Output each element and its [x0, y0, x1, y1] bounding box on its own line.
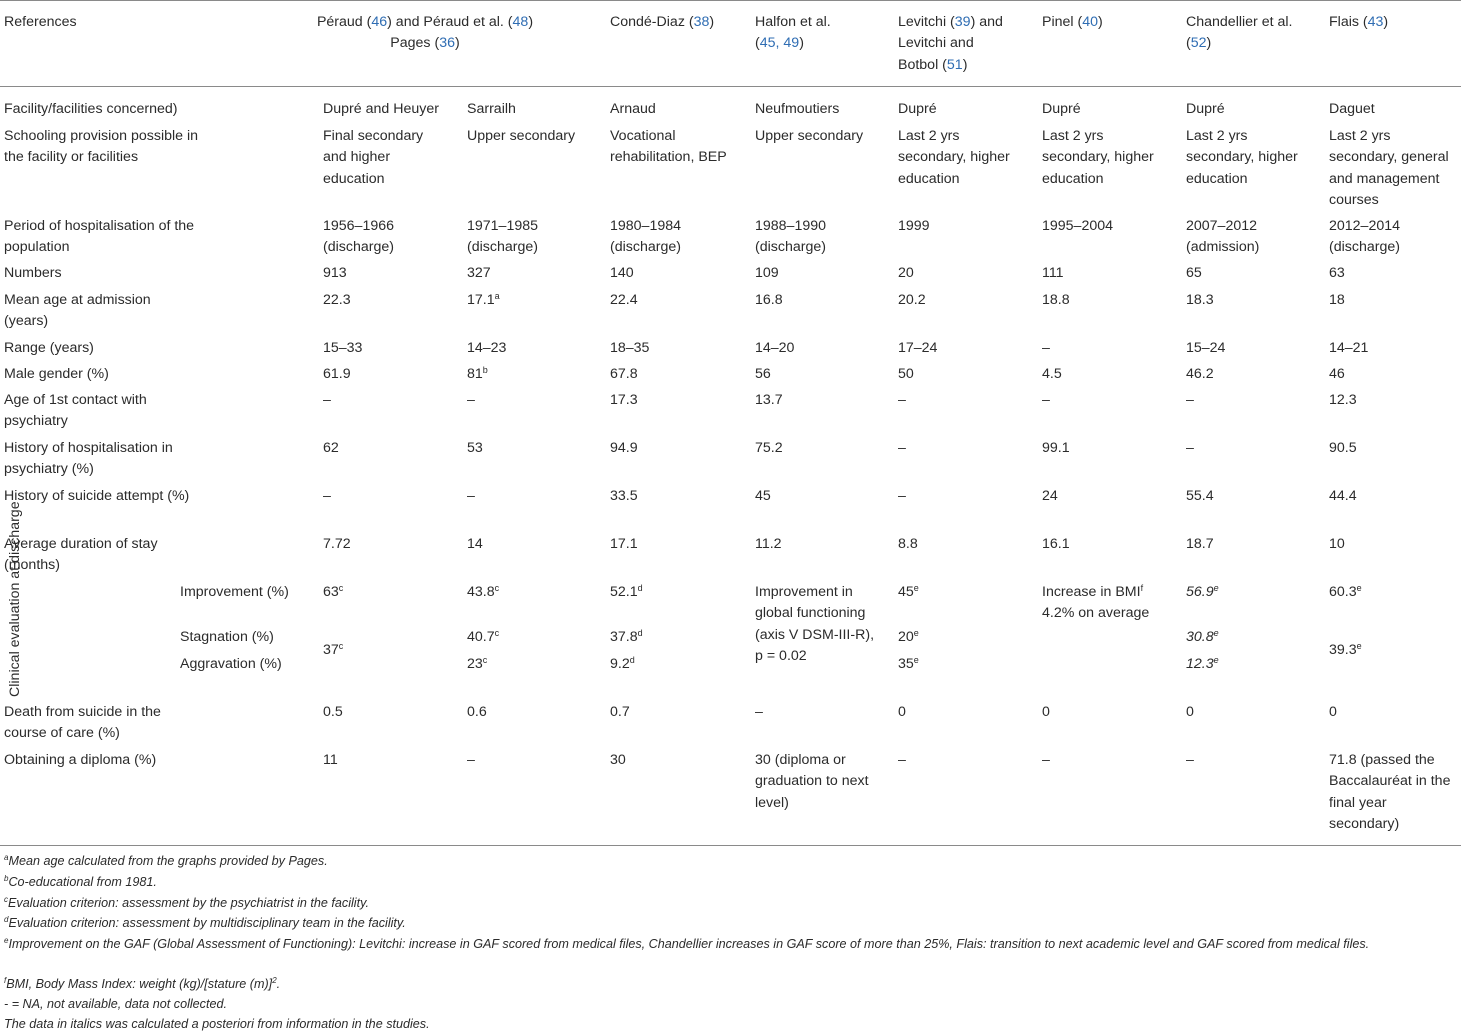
cell-hist-hosp-levitchi: –	[898, 440, 906, 456]
footnote-mark: e	[913, 583, 919, 593]
cell-hist-hosp-pinel: 99.1	[1042, 440, 1070, 456]
header-levitchi: Levitchi (39) and Levitchi and Botbol (51)	[898, 14, 1003, 73]
cell-diploma-halfon: 30 (diploma or graduation to next level)	[755, 752, 869, 811]
ref-link-40[interactable]: 40	[1082, 14, 1098, 30]
table-bottom-rule	[0, 845, 1461, 846]
cell-schooling-flais: Last 2 yrs secondary, general and management courses	[1329, 128, 1449, 208]
row-label-first-contact: Age of 1st contact with psychiatry	[4, 392, 147, 430]
cell-male-chandellier: 46.2	[1186, 366, 1214, 382]
cell-mean-age-chandellier: 18.3	[1186, 292, 1214, 308]
cell-aggravation-conde: 9.2$^d$	[610, 655, 635, 672]
cell-facility-conde: Arnaud	[610, 101, 656, 117]
cell-period-flais: 2012–2014 (discharge)	[1329, 218, 1401, 256]
ref-link-43[interactable]: 43	[1367, 14, 1384, 30]
cell-first-contact-levitchi: –	[898, 392, 906, 408]
row-label-hist-suicide: History of suicide attempt (%)	[4, 488, 190, 504]
cell-duration-flais: 10	[1329, 536, 1345, 552]
cell-duration-peraud: 7.72	[323, 536, 351, 552]
cell-male-peraud: 61.9	[323, 366, 351, 382]
cell-numbers-flais: 63	[1329, 265, 1345, 281]
footnote-mark: e	[1213, 655, 1219, 665]
cell-death-pinel: 0	[1042, 704, 1050, 720]
cell-schooling-pages: Upper secondary	[467, 128, 576, 144]
cell-numbers-conde: 140	[610, 265, 634, 281]
cell-range-pinel: –	[1042, 340, 1050, 356]
row-label-facility: Facility/facilities concerned)	[4, 101, 178, 117]
cell-schooling-peraud: Final secondary and higher education	[323, 128, 424, 187]
row-label-mean-age: Mean age at admission (years)	[4, 292, 151, 330]
cell-male-conde: 67.8	[610, 366, 638, 382]
cell-numbers-halfon: 109	[755, 265, 779, 281]
footnote-d: $^d$Evaluation criterion: assessment by multidisciplinary team in the facility.	[4, 915, 406, 930]
cell-male-halfon: 56	[755, 366, 771, 382]
row-label-period: Period of hospitalisation of the population	[4, 218, 195, 256]
cell-improvement-peraud: 63$^c$	[323, 583, 344, 600]
cell-range-pages: 14–23	[467, 340, 507, 356]
cell-first-contact-peraud: –	[323, 392, 331, 408]
ref-link-52[interactable]: 52	[1190, 35, 1207, 52]
cell-period-pages: 1971–1985 (discharge)	[467, 218, 539, 256]
cell-mean-age-levitchi: 20.2	[898, 292, 926, 308]
cell-facility-levitchi: Dupré	[898, 101, 937, 117]
header-conde-diaz: Condé-Diaz (38)	[610, 14, 715, 30]
row-label-death: Death from suicide in the course of care (%)	[4, 704, 161, 742]
cell-first-contact-halfon: 13.7	[755, 392, 783, 408]
cell-hist-suicide-pages: –	[467, 488, 475, 504]
row-label-diploma: Obtaining a diploma (%)	[4, 752, 157, 768]
footnote-mark: c	[338, 641, 344, 651]
table-top-rule	[0, 0, 1461, 1]
cell-schooling-pinel: Last 2 yrs secondary, higher education	[1042, 128, 1154, 187]
cell-hist-suicide-pinel: 24	[1042, 488, 1058, 504]
header-pinel: Pinel (40)	[1042, 14, 1103, 30]
cell-range-conde: 18–35	[610, 340, 650, 356]
footnote-e: $^e$Improvement on the GAF (Global Assessment of Functioning): Levitchi: increase in GAF scored from medical files, Chandellier increases in GAF score of more than 25%, Flais: transition to next academic level and GAF scored from medical files.	[4, 936, 1370, 951]
cell-male-flais: 46	[1329, 366, 1345, 382]
cell-improvement-halfon: Improvement in global functioning (axis V DSM-III-R), p = 0.02	[755, 584, 875, 664]
cell-hist-hosp-flais: 90.5	[1329, 440, 1357, 456]
cell-diploma-levitchi: –	[898, 752, 906, 768]
cell-duration-pinel: 16.1	[1042, 536, 1070, 552]
cell-improvement-chandellier: 56.9e	[1186, 583, 1219, 600]
cell-stagnation-levitchi: 20e	[898, 628, 919, 645]
cell-numbers-peraud: 913	[323, 265, 347, 281]
row-label-duration: Average duration of stay (months)	[4, 536, 158, 574]
footnote-na: - = NA, not available, data not collected.	[4, 997, 227, 1011]
cell-facility-halfon: Neufmoutiers	[755, 101, 840, 117]
cell-period-peraud: 1956–1966 (discharge)	[323, 218, 395, 256]
cell-period-halfon: 1988–1990 (discharge)	[755, 218, 827, 256]
cell-period-levitchi: 1999	[898, 218, 930, 234]
cell-mean-age-halfon: 16.8	[755, 292, 783, 308]
cell-hist-suicide-halfon: 45	[755, 488, 771, 504]
cell-period-pinel: 1995–2004	[1042, 218, 1114, 234]
cell-mean-age-peraud: 22.3	[323, 292, 351, 308]
cell-hist-hosp-halfon: 75.2	[755, 440, 783, 456]
cell-death-chandellier: 0	[1186, 704, 1194, 720]
cell-aggravation-chandellier: 12.3e	[1186, 655, 1219, 672]
cell-first-contact-chandellier: –	[1186, 392, 1194, 408]
footnote-mark: e	[1356, 583, 1362, 593]
footnote-mark: c	[482, 655, 488, 665]
cell-duration-chandellier: 18.7	[1186, 536, 1214, 552]
cell-duration-pages: 14	[467, 536, 483, 552]
cell-range-peraud: 15–33	[323, 340, 363, 356]
footnote-mark: e	[1356, 641, 1362, 651]
cell-diploma-chandellier: –	[1186, 752, 1194, 768]
cell-hist-hosp-chandellier: –	[1186, 440, 1194, 456]
cell-first-contact-flais: 12.3	[1329, 392, 1357, 408]
cell-mean-age-conde: 22.4	[610, 292, 638, 308]
cell-hist-suicide-chandellier: 55.4	[1186, 488, 1214, 504]
cell-range-levitchi: 17–24	[898, 340, 938, 356]
cell-mean-age-pages: 17.1$^a$	[467, 291, 500, 308]
cell-range-flais: 14–21	[1329, 340, 1369, 356]
cell-numbers-pinel: 111	[1042, 265, 1064, 281]
cell-improvement-levitchi: 45e	[898, 583, 919, 600]
ref-link-36[interactable]: 36	[439, 35, 455, 52]
cell-numbers-chandellier: 65	[1186, 265, 1202, 281]
footnote-italics: The data in italics was calculated a posteriori from information in the studies.	[4, 1017, 430, 1031]
cell-first-contact-conde: 17.3	[610, 392, 638, 408]
cell-numbers-levitchi: 20	[898, 265, 914, 281]
row-label-schooling: Schooling provision possible in the facility or facilities	[4, 128, 199, 166]
cell-male-pages: 81$^b$	[467, 365, 488, 382]
footnote-mark: d	[637, 583, 643, 593]
footnote-mark: a	[494, 291, 500, 301]
footnote-mark: d	[637, 628, 643, 638]
cell-facility-peraud: Dupré and Heuyer	[323, 101, 439, 117]
cell-schooling-levitchi: Last 2 yrs secondary, higher education	[898, 128, 1010, 187]
cell-stagnation-aggravation-peraud: 37$^c$	[323, 641, 344, 658]
cell-schooling-halfon: Upper secondary	[755, 128, 864, 144]
cell-schooling-chandellier: Last 2 yrs secondary, higher education	[1186, 128, 1298, 187]
header-chandellier: Chandellier et al. (52)	[1186, 14, 1293, 52]
footnote-mark: e	[1213, 583, 1219, 593]
cell-aggravation-levitchi: 35e	[898, 655, 919, 672]
cell-mean-age-pinel: 18.8	[1042, 292, 1070, 308]
row-label-stagnation: Stagnation (%)	[180, 629, 274, 645]
footnote-mark: c	[338, 583, 344, 593]
header-references: References	[4, 14, 77, 30]
cell-facility-chandellier: Dupré	[1186, 101, 1225, 117]
footnote-a: $^a$Mean age calculated from the graphs provided by Pages.	[4, 853, 328, 868]
cell-stagnation-chandellier: 30.8e	[1186, 628, 1219, 645]
footnote-f: $^f$BMI, Body Mass Index: weight (kg)/[stature (m)]$^2$.	[4, 976, 281, 991]
cell-stagnation-pages: 40.7$^c$	[467, 628, 500, 645]
ref-link-46[interactable]: 46	[371, 14, 388, 30]
cell-death-conde: 0.7	[610, 704, 630, 720]
row-label-numbers: Numbers	[4, 265, 62, 281]
cell-facility-flais: Daguet	[1329, 101, 1375, 117]
cell-diploma-pinel: –	[1042, 752, 1050, 768]
cell-improvement-flais: 60.3e	[1329, 583, 1362, 600]
cell-stagnation-conde: 37.8$^d$	[610, 628, 643, 645]
cell-hist-suicide-conde: 33.5	[610, 488, 638, 504]
cell-range-halfon: 14–20	[755, 340, 795, 356]
row-label-aggravation: Aggravation (%)	[180, 656, 282, 672]
footnote-mark: e	[913, 628, 919, 638]
cell-death-peraud: 0.5	[323, 704, 343, 720]
cell-diploma-pages: –	[467, 752, 475, 768]
ref-link-45-49[interactable]: 45, 49	[759, 35, 800, 52]
ref-link-39[interactable]: 39	[954, 14, 971, 30]
cell-improvement-pages: 43.8$^c$	[467, 583, 500, 600]
cell-facility-pages: Sarrailh	[467, 101, 516, 117]
cell-numbers-pages: 327	[467, 265, 491, 281]
header-rule	[0, 86, 1461, 87]
ref-link-51[interactable]: 51	[946, 56, 963, 73]
cell-period-chandellier: 2007–2012 (admission)	[1186, 218, 1260, 256]
ref-link-38[interactable]: 38	[693, 14, 710, 30]
cell-hist-hosp-conde: 94.9	[610, 440, 638, 456]
cell-first-contact-pinel: –	[1042, 392, 1050, 408]
cell-male-pinel: 4.5	[1042, 366, 1062, 382]
cell-hist-suicide-levitchi: –	[898, 488, 906, 504]
cell-diploma-peraud: 11	[323, 752, 338, 768]
cell-duration-conde: 17.1	[610, 536, 638, 552]
header-flais: Flais (43)	[1329, 14, 1389, 30]
row-label-range: Range (years)	[4, 340, 94, 356]
cell-schooling-conde: Vocational rehabilitation, BEP	[610, 128, 727, 166]
footnote-mark: d	[629, 655, 635, 665]
row-label-improvement: Improvement (%)	[180, 584, 289, 600]
row-label-male: Male gender (%)	[4, 366, 109, 382]
cell-duration-halfon: 11.2	[755, 536, 782, 552]
cell-hist-hosp-peraud: 62	[323, 440, 339, 456]
cell-stagnation-aggravation-flais: 39.3e	[1329, 641, 1362, 658]
cell-range-chandellier: 15–24	[1186, 340, 1226, 356]
cell-aggravation-pages: 23$^c$	[467, 655, 488, 672]
cell-death-halfon: –	[755, 704, 763, 720]
cell-death-flais: 0	[1329, 704, 1337, 720]
cell-hist-suicide-flais: 44.4	[1329, 488, 1357, 504]
footnote-mark: e	[913, 655, 919, 665]
footnote-mark: e	[1213, 628, 1219, 638]
cell-duration-levitchi: 8.8	[898, 536, 918, 552]
footnote-mark: c	[494, 583, 500, 593]
cell-hist-suicide-peraud: –	[323, 488, 331, 504]
footnote-mark: b	[482, 365, 488, 375]
cell-facility-pinel: Dupré	[1042, 101, 1081, 117]
cell-diploma-conde: 30	[610, 752, 626, 768]
footnote-c: $^c$Evaluation criterion: assessment by the psychiatrist in the facility.	[4, 895, 369, 910]
footnote-mark: f	[1140, 583, 1144, 593]
ref-link-48[interactable]: 48	[512, 14, 529, 30]
cell-male-levitchi: 50	[898, 366, 914, 382]
header-halfon: Halfon et al. (45, 49)	[755, 14, 831, 52]
cell-death-pages: 0.6	[467, 704, 487, 720]
footnote-b: $^b$Co-educational from 1981.	[4, 874, 157, 889]
cell-hist-hosp-pages: 53	[467, 440, 483, 456]
cell-period-conde: 1980–1984 (discharge)	[610, 218, 682, 256]
header-peraud-pages: Péraud (46) and Péraud et al. (48) Pages (36)	[316, 14, 534, 52]
cell-mean-age-flais: 18	[1329, 292, 1345, 308]
footnote-mark: c	[494, 628, 500, 638]
cell-diploma-flais: 71.8 (passed the Baccalauréat in the final year secondary)	[1329, 752, 1451, 832]
cell-death-levitchi: 0	[898, 704, 906, 720]
cell-improvement-conde: 52.1$^d$	[610, 583, 643, 600]
cell-improvement-pinel: Increase in BMI$^f$ 4.2% on average	[1042, 583, 1150, 622]
row-label-hist-hosp: History of hospitalisation in psychiatry (%)	[4, 440, 173, 478]
cell-first-contact-pages: –	[467, 392, 475, 408]
